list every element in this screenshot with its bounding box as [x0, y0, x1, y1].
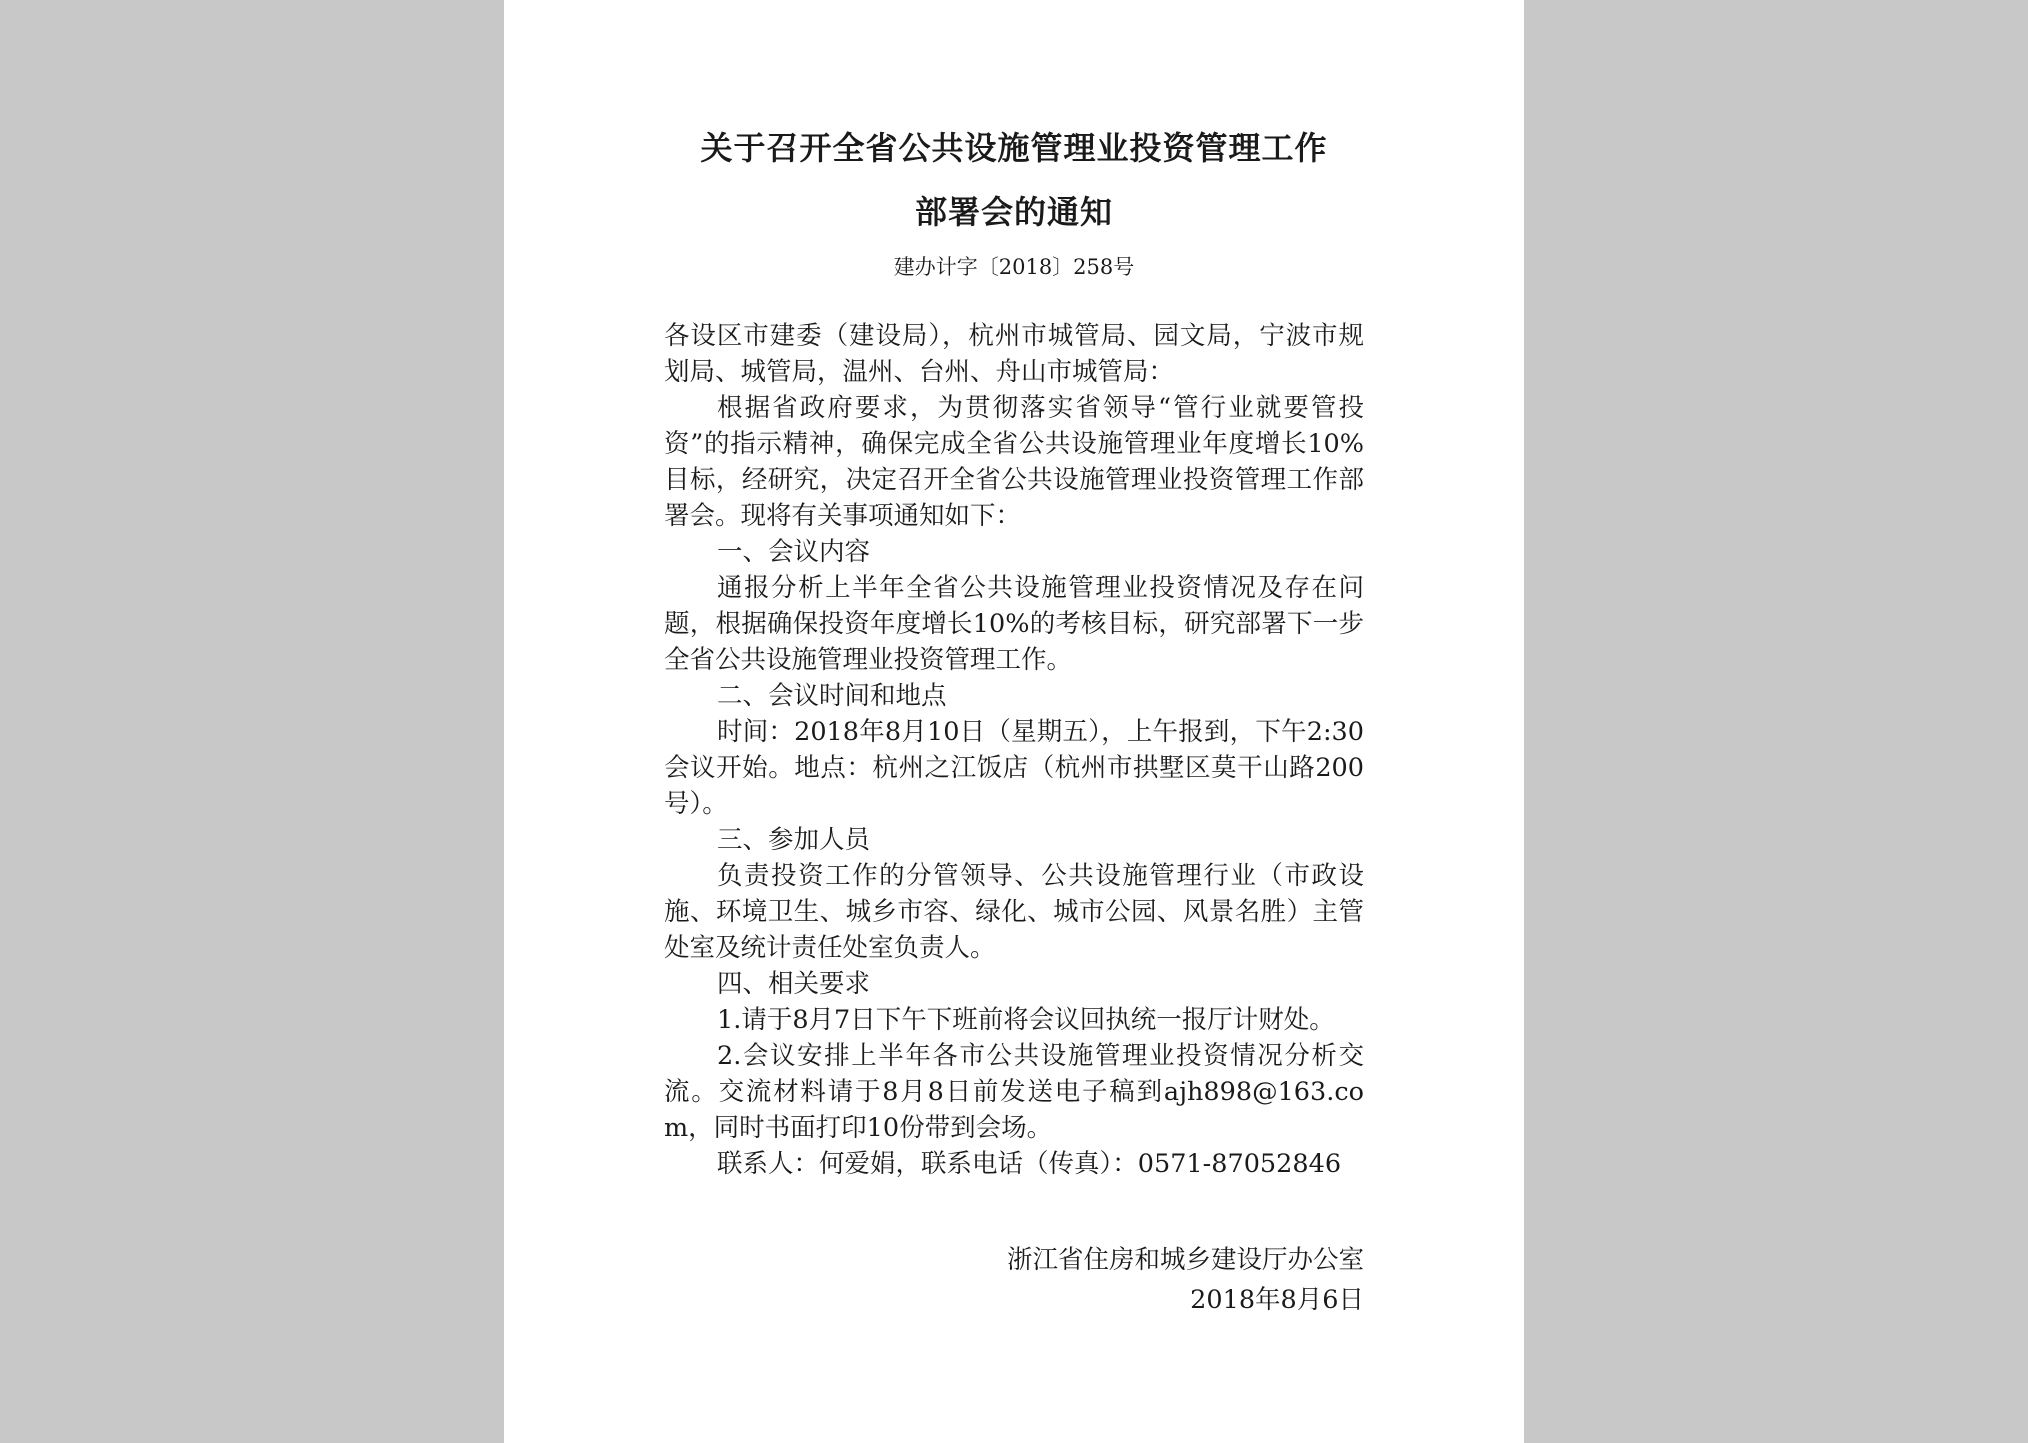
- requirement-2: 2.会议安排上半年各市公共设施管理业投资情况分析交流。交流材料请于8月8日前发送电子稿到ajh898@163.com，同时书面打印10份带到会场。: [664, 1041, 1364, 1143]
- title-line-1: 关于召开全省公共设施管理业投资管理工作: [700, 129, 1328, 167]
- section-heading-4: 四、相关要求: [717, 969, 871, 999]
- requirement-1: 1.请于8月7日下午下班前将会议回执统一报厅计财处。: [717, 1005, 1335, 1035]
- section-text-3: 负责投资工作的分管领导、公共设施管理行业（市政设施、环境卫生、城乡市容、绿化、城市公园、风景名胜）主管处室及统计责任处室负责人。: [664, 861, 1364, 963]
- contact-line: 联系人：何爱娟，联系电话（传真）：0571-87052846: [717, 1149, 1342, 1179]
- document-number: 建办计字〔2018〕258号: [893, 255, 1135, 279]
- signature-date: 2018年8月6日: [1190, 1285, 1364, 1315]
- section-text-2: 时间：2018年8月10日（星期五），上午报到，下午2:30会议开始。地点：杭州之江饭店（杭州市拱墅区莫干山路200号）。: [664, 717, 1364, 819]
- document-body: [664, 318, 1364, 1182]
- section-heading-2: 二、会议时间和地点: [717, 681, 947, 711]
- title-line-2: 部署会的通知: [914, 193, 1113, 231]
- intro-paragraph: 根据省政府要求，为贯彻落实省领导“管行业就要管投资”的指示精神，确保完成全省公共设施管理业年度增长10%目标，经研究，决定召开全省公共设施管理业投资管理工作部署会。现将有关事项通知如下：: [664, 393, 1364, 531]
- section-heading-3: 三、参加人员: [717, 825, 871, 855]
- signature-org: 浙江省住房和城乡建设厅办公室: [1006, 1245, 1364, 1275]
- section-heading-1: 一、会议内容: [717, 537, 871, 567]
- document-page: [504, 0, 1524, 1443]
- signature-block: [1007, 1240, 1364, 1320]
- document-title: [664, 116, 1364, 244]
- addressee: 各设区市建委（建设局），杭州市城管局、园文局，宁波市规划局、城管局，温州、台州、舟山市城管局：: [664, 321, 1364, 387]
- section-text-1: 通报分析上半年全省公共设施管理业投资情况及存在问题，根据确保投资年度增长10%的考核目标，研究部署下一步全省公共设施管理业投资管理工作。: [664, 573, 1364, 675]
